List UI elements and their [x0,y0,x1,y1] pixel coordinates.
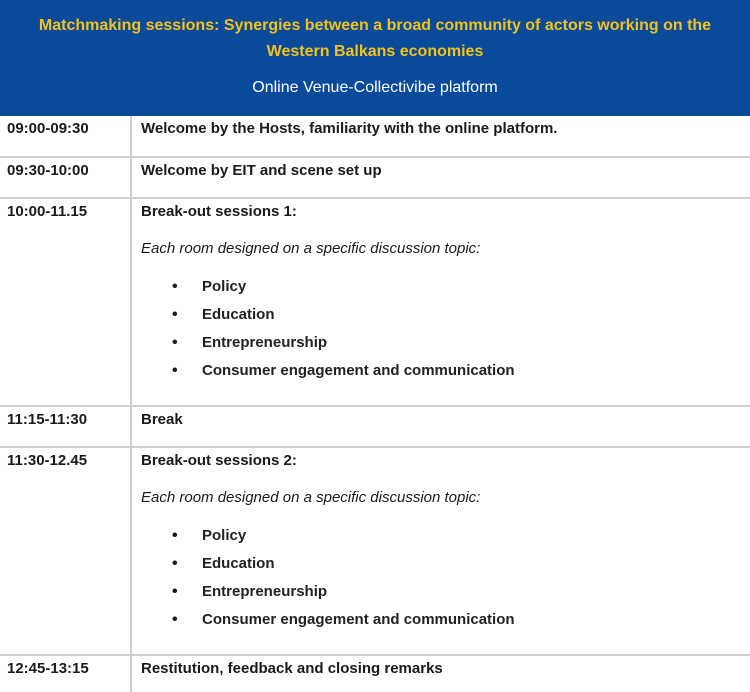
time-cell: 10:00-11.15 [0,198,131,406]
session-label: Welcome by EIT and scene set up [141,162,382,179]
topic-item: • Entrepreneurship [202,578,750,606]
topic-item: • Policy [202,273,750,301]
topic-list [141,522,750,634]
description-cell [131,447,750,655]
session-note: Each room designed on a specific discussion topic: [141,489,481,506]
agenda-header [0,0,750,116]
agenda-row [0,116,750,157]
time-cell: 09:30-10:00 [0,157,131,198]
session-note: Each room designed on a specific discussion topic: [141,240,481,257]
session-label: Break-out sessions 1: [141,203,297,220]
description-cell [131,406,750,447]
session-label: Break [141,411,183,428]
description-cell [131,116,750,157]
agenda-table [0,116,750,692]
topic-item: • Policy [202,522,750,550]
description-cell [131,198,750,406]
agenda-row [0,198,750,406]
agenda-row [0,157,750,198]
topic-item: • Consumer engagement and communication [202,606,750,634]
topic-item: • Entrepreneurship [202,329,750,357]
description-cell [131,157,750,198]
topic-item: • Education [202,301,750,329]
session-label: Break-out sessions 2: [141,452,297,469]
agenda-row [0,655,750,692]
topic-list [141,273,750,385]
description-cell [131,655,750,692]
time-cell: 11:15-11:30 [0,406,131,447]
topic-item: • Consumer engagement and communication [202,357,750,385]
agenda-row [0,406,750,447]
time-cell: 12:45-13:15 [0,655,131,692]
session-label: Restitution, feedback and closing remarks [141,660,443,677]
session-label: Welcome by the Hosts, familiarity with the online platform. [141,120,558,137]
time-cell: 09:00-09:30 [0,116,131,157]
venue-subtitle: Online Venue-Collectivibe platform [252,79,498,96]
topic-item: • Education [202,550,750,578]
agenda-title: Matchmaking sessions: Synergies between a broad community of actors working on the Western Balkans economies [38,17,712,60]
agenda-row [0,447,750,655]
time-cell: 11:30-12.45 [0,447,131,655]
